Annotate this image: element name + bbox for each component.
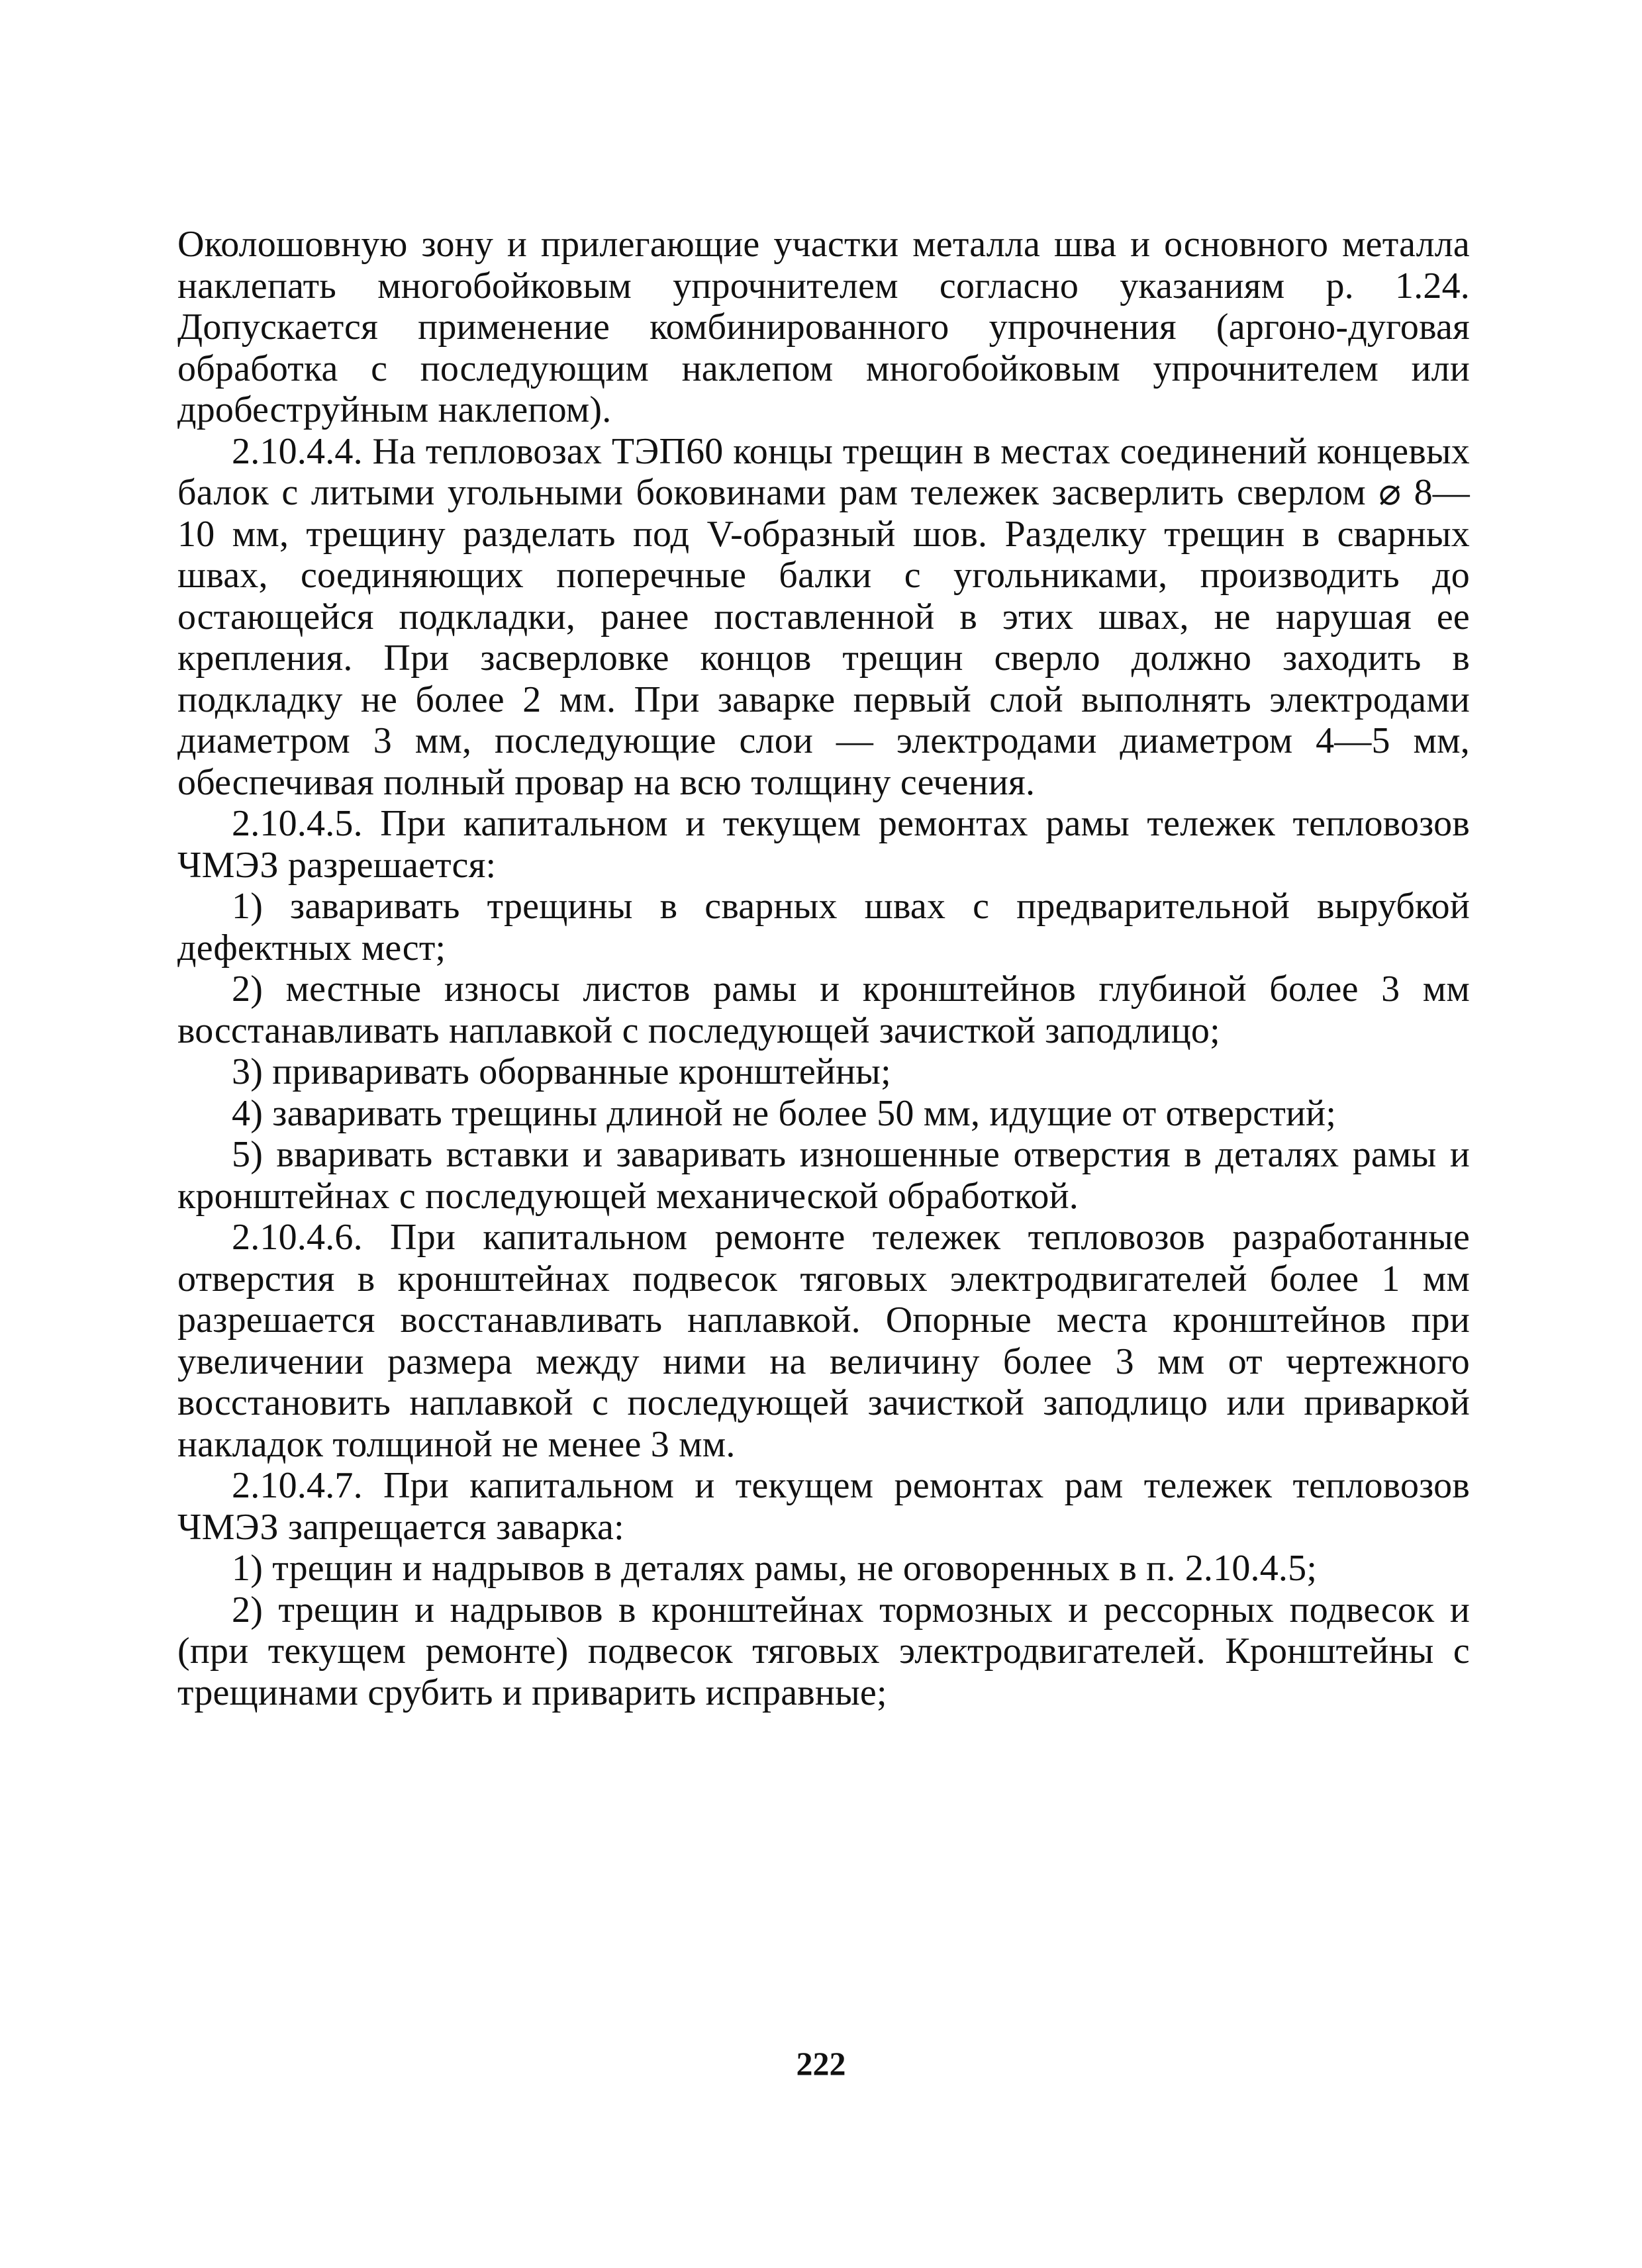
paragraph-intro: Околошовную зону и прилегающие участки металла шва и основного металла наклепать многобойковым упрочнителем согласно указаниям р. 1.24. Допускается применение комбинированного упрочнения (аргоно-дуговая обработка с последующим наклепом многобойковым упрочнителем или дробеструйным наклепом). <box>177 224 1470 430</box>
list-item-5-3: 3) приваривать оборванные кронштейны; <box>232 1051 891 1092</box>
list-item-5-5: 5) вваривать вставки и заваривать изношенные отверстия в деталях рамы и кронштейнах с последующей механической обработкой. <box>177 1134 1470 1217</box>
list-item-5-4: 4) заваривать трещины длиной не более 50 мм, идущие от отверстий; <box>232 1092 1337 1134</box>
paragraph-2-10-4-6: 2.10.4.6. При капитальном ремонте тележек тепловозов разработанные отверстия в кронштейнах подвесок тяговых электродвигателей более 1 мм разрешается восстанавливать наплавкой. Опорные места кронштейнов при увеличении размера между ними на величину более 3 мм от чертежного восстановить наплавкой с последующей зачисткой заподлицо или приваркой накладок толщиной не менее 3 мм. <box>177 1217 1470 1465</box>
paragraph-2-10-4-7: 2.10.4.7. При капитальном и текущем ремонтах рам тележек тепловозов ЧМЭЗ запрещается заварка: <box>177 1465 1470 1548</box>
list-item-5-2: 2) местные износы листов рамы и кронштейнов глубиной более 3 мм восстанавливать наплавкой с последующей зачисткой заподлицо; <box>177 969 1470 1051</box>
list-item-7-2: 2) трещин и надрывов в кронштейнах тормозных и рессорных подвесок и (при текущем ремонте) подвесок тяговых электродвигателей. Кронштейны с трещинами срубить и приварить исправные; <box>177 1589 1470 1713</box>
list-item-7-1: 1) трещин и надрывов в деталях рамы, не оговоренных в п. 2.10.4.5; <box>232 1548 1318 1589</box>
paragraph-2-10-4-5: 2.10.4.5. При капитальном и текущем ремонтах рамы тележек тепловозов ЧМЭЗ разрешается: <box>177 803 1470 886</box>
paragraph-2-10-4-4: 2.10.4.4. На тепловозах ТЭП60 концы трещин в местах соединений концевых балок с литыми угольными боковинами рам тележек засверлить сверлом ⌀ 8—10 мм, трещину разделать под V-образный шов. Разделку трещин в сварных швах, соединяющих поперечные балки с угольниками, производить до остающейся подкладки, ранее поставленной в этих швах, не нарушая ее крепления. При засверловке концов трещин сверло должно заходить в подкладку не более 2 мм. При заварке первый слой выполнять электродами диаметром 3 мм, последующие слои — электродами диаметром 4—5 мм, обеспечивая полный провар на всю толщину сечения. <box>177 430 1470 803</box>
page-number: 222 <box>796 2045 846 2082</box>
list-item-5-1: 1) заваривать трещины в сварных швах с предварительной вырубкой дефектных мест; <box>177 886 1470 969</box>
body-text <box>177 224 1470 1713</box>
